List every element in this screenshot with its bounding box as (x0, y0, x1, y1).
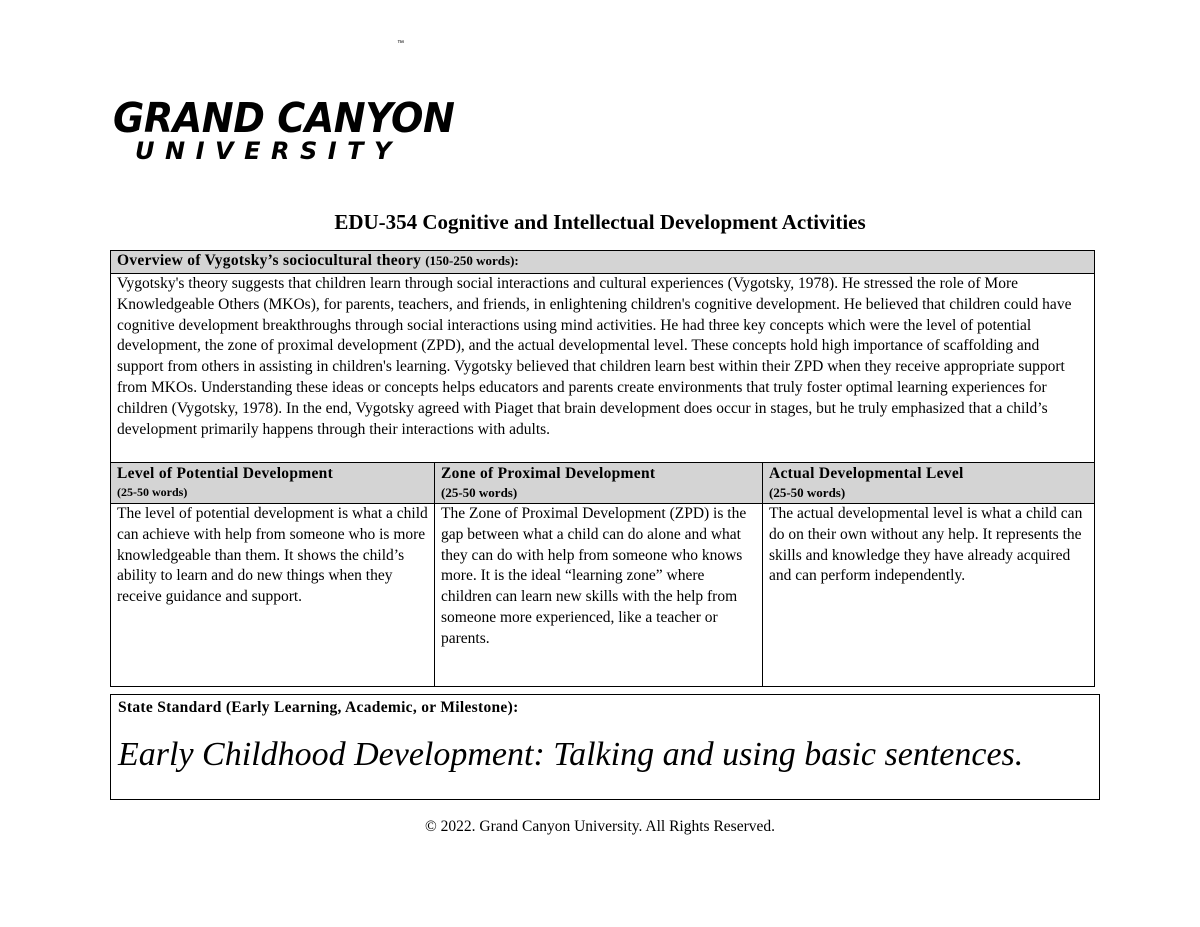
overview-word-count: (150-250 words): (425, 253, 519, 268)
column-heading: Level of Potential Development (117, 465, 334, 482)
column-text: The Zone of Proximal Development (ZPD) is the gap between what a child can do alone and what they can do with help from someone who knows more. It is the ideal “learning zone” where children can learn new skills with the help from someone more experienced, like a teacher or parents. (441, 505, 747, 647)
columns-header-row (111, 463, 1095, 504)
state-standard-label: State Standard (Early Learning, Academic, or Milestone): (118, 699, 519, 716)
overview-body-cell (111, 274, 1095, 463)
column-text: The actual developmental level is what a child can do on their own without any help. It represents the skills and knowledge they have already acquired and can perform independently. (769, 505, 1083, 585)
overview-heading: Overview of Vygotsky’s sociocultural theory (117, 252, 422, 269)
document-title: EDU-354 Cognitive and Intellectual Development Activities (334, 210, 866, 234)
column-body-actual (763, 504, 1095, 687)
activity-table (110, 250, 1095, 687)
column-word-count: (25-50 words) (441, 485, 518, 500)
column-heading: Zone of Proximal Development (441, 465, 656, 482)
overview-text: Vygotsky's theory suggests that children learn through social interactions and cultural experiences (Vygotsky, 1978). He stressed the role of More Knowledgeable Others (MKOs), for parents, teachers, and friends, in enlightening children's cognitive development. He believed that children could have cognitive development breakthroughs through social interactions using mind activities. He had three key concepts which were the level of potential development, the zone of proximal development (ZPD), and the actual developmental level. These concepts hold high importance of scaffolding and support from others in assisting in children's learning. Vygotsky believed that children learn best within their ZPD when they receive appropriate support from MKOs. Understanding these ideas or concepts helps educators and parents create environments that truly foster optimal learning experiences for children (Vygotsky, 1978). In the end, Vygotsky agreed with Piaget that brain development does occur in stages, but he truly emphasized that a child’s development primarily happens through their interactions with adults. (117, 275, 1072, 438)
column-header-actual (763, 463, 1095, 504)
column-word-count: (25-50 words) (117, 485, 188, 499)
column-heading: Actual Developmental Level (769, 465, 964, 482)
logo-line-1: GRAND CANYON (113, 94, 455, 142)
overview-header-cell (111, 251, 1095, 274)
overview-body-row (111, 274, 1095, 463)
university-logo (113, 94, 455, 176)
column-word-count: (25-50 words) (769, 485, 846, 500)
column-body-potential (111, 504, 435, 687)
state-standard-box (110, 694, 1100, 800)
columns-body-row (111, 504, 1095, 687)
column-text: The level of potential development is what a child can achieve with help from someone who is more knowledgeable than them. It shows the child’s ability to learn and do new things when they receive guidance and support. (117, 505, 428, 606)
logo-line-2: UNIVERSITY (135, 137, 402, 165)
state-standard-value: Early Childhood Development: Talking and using basic sentences. (118, 736, 1024, 773)
column-header-zpd (435, 463, 763, 504)
column-header-potential (111, 463, 435, 504)
copyright-footer: © 2022. Grand Canyon University. All Rights Reserved. (424, 818, 775, 835)
overview-header-row (111, 251, 1095, 274)
column-body-zpd (435, 504, 763, 687)
logo-trademark: ™ (397, 40, 404, 47)
